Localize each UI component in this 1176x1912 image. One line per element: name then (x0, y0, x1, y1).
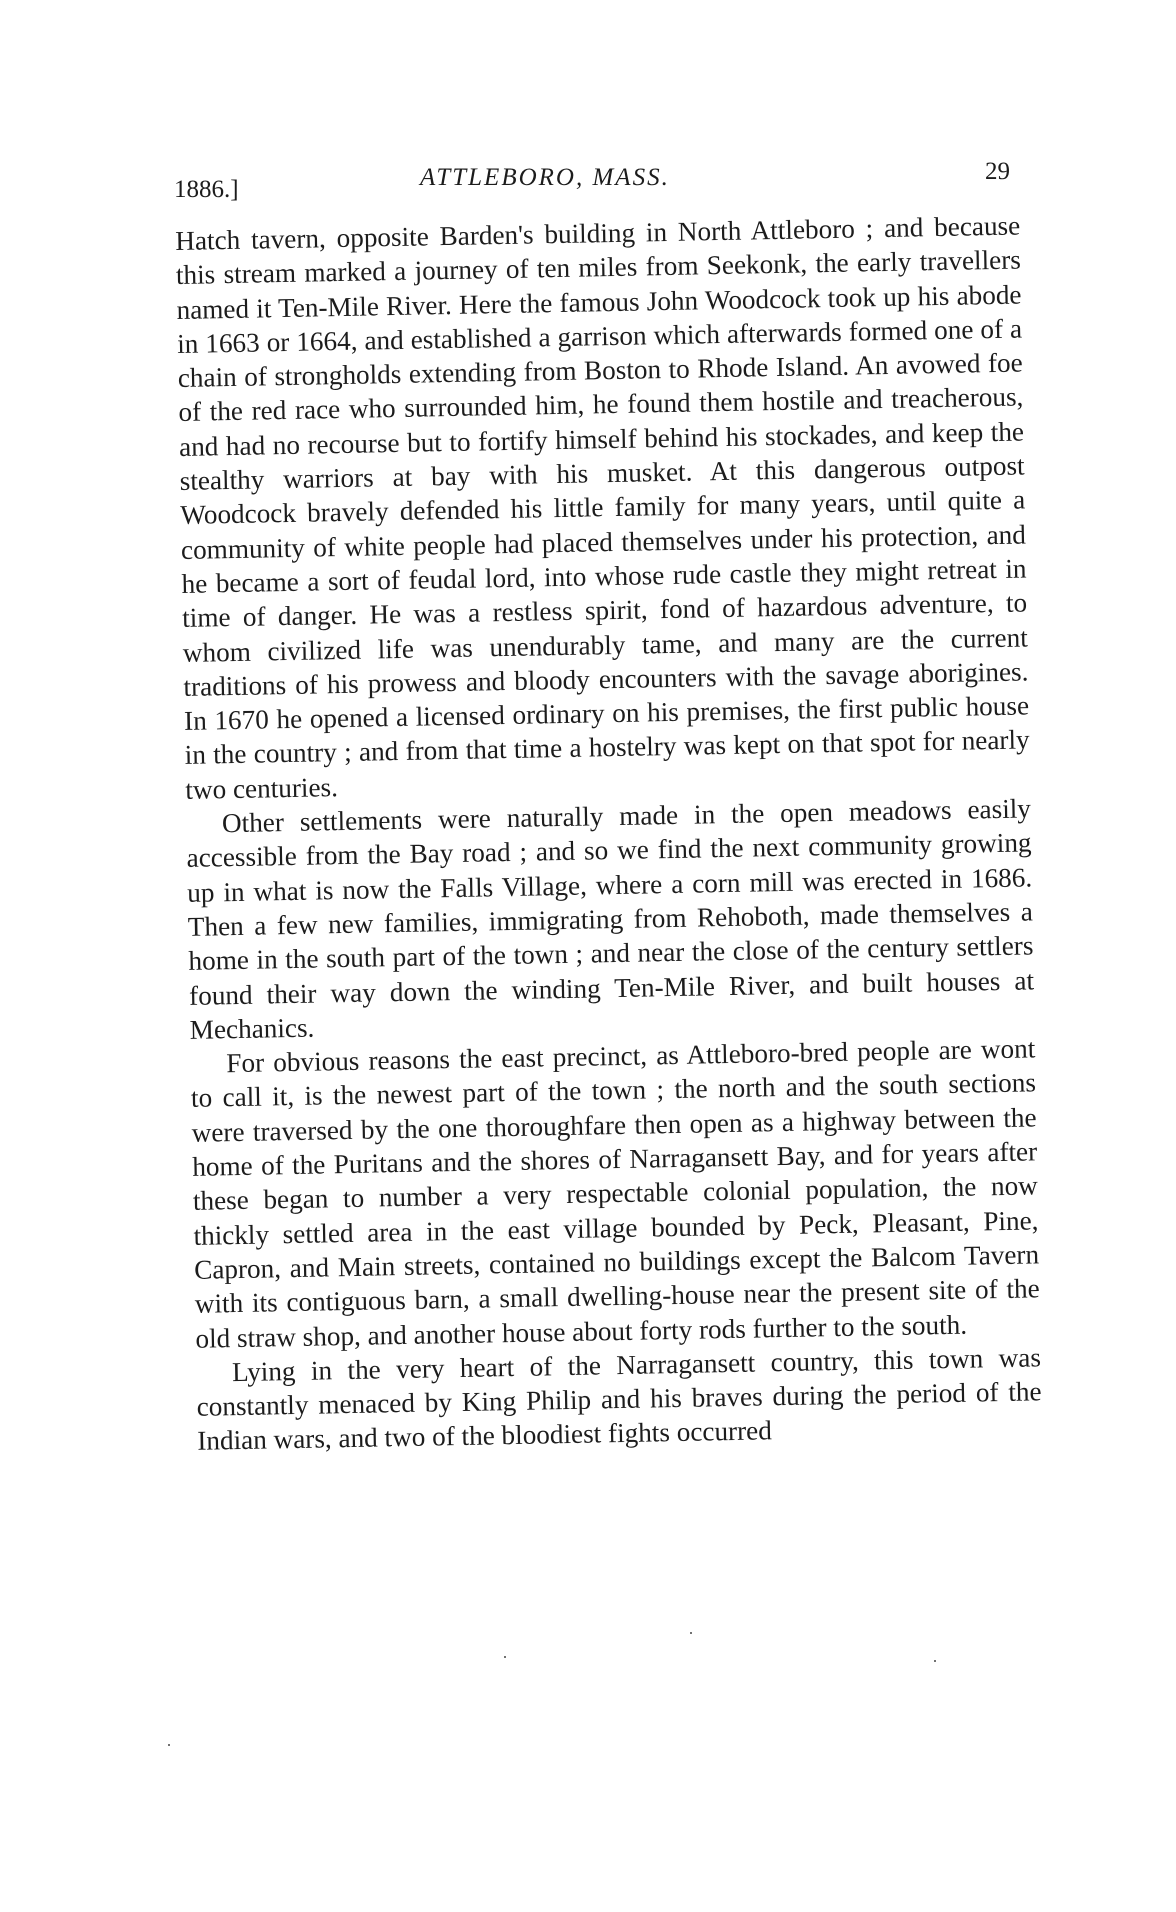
scan-speck (934, 1660, 936, 1662)
paragraph-1: Hatch tavern, opposite Barden's building in North Attleboro ; and because this stream marked a journey of ten miles from Seekonk, the early travellers named it Ten-Mile River. Here the famous John Woodcock took up his abode in 1663 or 1664, and established a garrison which afterwards formed one of a chain of strongholds extending from Boston to Rhode Island. An avowed foe of the red race who surrounded him, he found them hostile and treacherous, and had no recourse but to fortify himself behind his stockades, and keep the stealthy warriors at bay with his musket. At this dangerous outpost Woodcock bravely defended his little family for many years, until quite a community of white people had placed themselves under his protection, and he became a sort of feudal lord, into whose rude castle they might retreat in time of danger. He was a restless spirit, fond of hazardous adventure, to whom civilized life was unendurably tame, and many are the current traditions of his prowess and bloody encounters with the savage aborigines. In 1670 he opened a licensed ordinary on his premises, the first public house in the country ; and from that time a hostelry was kept on that spot for nearly two centuries. (175, 210, 1030, 805)
paragraph-4: Lying in the very heart of the Narragansett country, this town was constantly menaced by King Philip and his braves during the period of the Indian wars, and two of the bloodiest fights occurred (196, 1342, 1042, 1457)
scan-speck (504, 1656, 506, 1658)
running-head (170, 158, 1020, 203)
page-number: 29 (985, 158, 1010, 185)
body-text (175, 209, 1042, 1459)
scan-speck (168, 1744, 170, 1746)
scan-speck (690, 1632, 692, 1634)
paragraph-3: For obvious reasons the east precinct, as Attleboro-bred people are wont to call it, is the newest part of the town ; the north and the south sections were traversed by the one thoroughfare then open as a highway between the home of the Puritans and the shores of Narragansett Bay, and for years after these began to number a very respectable colonial population, the now thickly settled area in the east village bounded by Peck, Pleasant, Pine, Capron, and Main streets, contained no buildings except the Balcom Tavern with its contiguous barn, a small dwelling-house near the present site of the old straw shop, and another house about forty rods further to the south. (190, 1033, 1040, 1354)
paragraph-2: Other settlements were naturally made in the open meadows easily accessible from the Bay road ; and so we find the next community growing up in what is now the Falls Village, where a corn mill was erected in 1686. Then a few new families, immigrating from Rehoboth, made themselves a home in the south part of the town ; and near the close of the century settlers found their way down the winding Ten-Mile River, and built houses at Mechanics. (186, 793, 1035, 1045)
header-year: 1886.] (174, 176, 239, 203)
header-title: ATTLEBORO, MASS. (420, 164, 670, 191)
